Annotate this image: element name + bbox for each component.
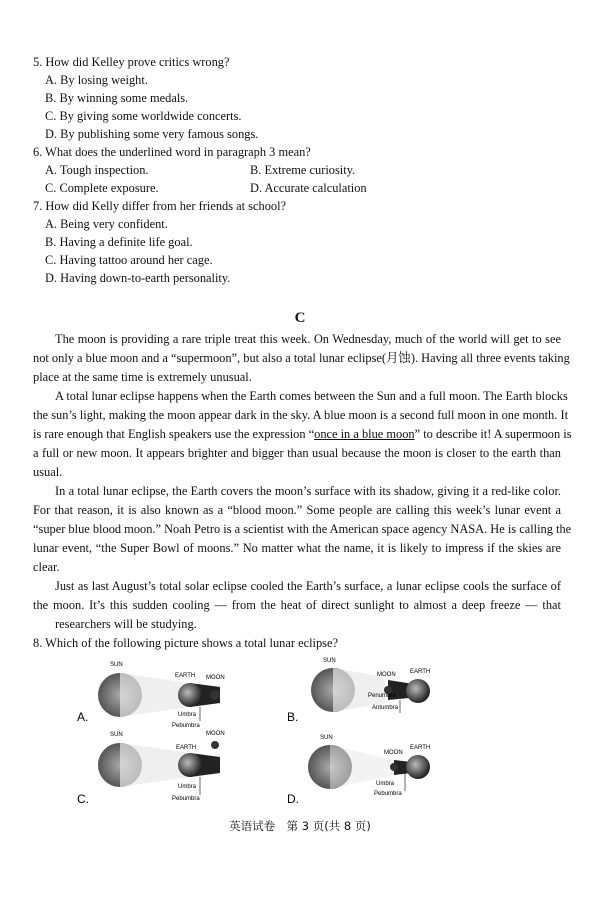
label-d: D. [287, 792, 299, 806]
diagram-c [98, 731, 225, 802]
section-title: C [294, 310, 306, 326]
q7-option-d: D. Having down-to-earth personality. [45, 271, 231, 285]
svg-text:EARTH: EARTH [176, 745, 197, 751]
underlined-expression: once in a blue moon [314, 427, 415, 441]
svg-text:Pebumbra: Pebumbra [374, 791, 402, 797]
svg-text:Antumbra: Antumbra [372, 705, 399, 711]
q7-option-c: C. Having tattoo around her cage. [45, 253, 213, 267]
moon-a [210, 690, 220, 700]
passage-p1-line3: place at the same time is extremely unusual. [33, 370, 252, 384]
earth-c [178, 753, 202, 777]
svg-text:MOON: MOON [206, 731, 225, 737]
svg-text:MOON: MOON [384, 750, 403, 756]
earth-d [406, 755, 430, 779]
svg-text:SUN: SUN [320, 735, 333, 741]
page-footer: 英语试卷 第 3 页(共 8 页) [229, 819, 371, 833]
svg-text:Pebumbra: Pebumbra [172, 723, 200, 729]
q6-option-c: C. Complete exposure. [45, 181, 159, 195]
earth-a [178, 683, 202, 707]
svg-text:Umbra: Umbra [376, 781, 395, 787]
moon-c [211, 741, 219, 749]
passage-p4-line2: the moon. It’s this sudden cooling — from the heat of direct sunlight to almost a deep freeze — that [33, 598, 561, 612]
earth-b [406, 679, 430, 703]
q6-option-b: B. Extreme curiosity. [250, 163, 356, 177]
passage-p4-line1: Just as last August’s total solar eclipse cooled the Earth’s surface, a lunar eclipse cools the surface of [55, 579, 561, 593]
passage-p4-line3: researchers will be studying. [55, 617, 197, 631]
passage-p2-line2: the sun’s light, making the moon appear dark in the sky. A blue moon is a second full moon in one month. It [33, 408, 569, 422]
diagram-d [308, 735, 430, 797]
svg-text:MOON: MOON [206, 675, 225, 681]
moon-d [390, 763, 398, 771]
q5-option-d: D. By publishing some very famous songs. [45, 127, 259, 141]
q7-stem: 7. How did Kelly differ from her friends at school? [33, 199, 287, 213]
svg-text:Penumbra: Penumbra [368, 693, 396, 699]
q5-option-c: C. By giving some worldwide concerts. [45, 109, 242, 123]
passage-p2-line1: A total lunar eclipse happens when the Earth comes between the Sun and a full moon. The Earth blocks [55, 389, 568, 403]
label-b: B. [287, 710, 299, 724]
svg-text:Pebumbra: Pebumbra [172, 796, 200, 802]
q7-option-a: A. Being very confident. [45, 217, 168, 231]
q7-option-b: B. Having a definite life goal. [45, 235, 193, 249]
passage-p2-line3-post: ” to describe it! A supermoon is [414, 427, 572, 441]
passage-p2-line3-pre: is rare enough that English speakers use the expression “ [33, 427, 315, 441]
passage-p3-line3: “super blue blood moon.” Noah Petro is a scientist with the American space agency NASA. He is calling the [33, 522, 572, 536]
passage-p3-line4: lunar event, “the Super Bowl of moons.” No matter what the name, it is likely to impress if the skies are [33, 541, 561, 555]
passage-p3-line1: In a total lunar eclipse, the Earth covers the moon’s surface with its shadow, giving it a red-like color. [55, 484, 561, 498]
passage-p3-line2: For that reason, it is also known as a “blood moon.” Some people are calling this week’s lunar event a [33, 503, 561, 517]
q6-option-d: D. Accurate calculation [250, 181, 367, 195]
passage-p1-line1: The moon is providing a rare triple treat this week. On Wednesday, much of the world will get to see [55, 332, 561, 346]
svg-text:EARTH: EARTH [175, 673, 196, 679]
svg-text:SUN: SUN [110, 732, 123, 738]
passage-p2-line3 [33, 426, 572, 442]
q5-option-a: A. By losing weight. [45, 73, 148, 87]
passage-p1-line2: not only a blue moon and a “supermoon”, but also a total lunar eclipse(月蚀). Having all three events taking [33, 351, 570, 365]
svg-text:SUN: SUN [110, 662, 123, 668]
svg-text:Umbra: Umbra [178, 712, 197, 718]
passage-p3-line5: clear. [33, 560, 60, 574]
label-a: A. [77, 710, 89, 724]
passage-p2-line5: usual. [33, 465, 63, 479]
eclipse-diagrams [0, 645, 600, 825]
svg-text:EARTH: EARTH [410, 745, 431, 751]
svg-text:EARTH: EARTH [410, 669, 431, 675]
q6-stem: 6. What does the underlined word in paragraph 3 mean? [33, 145, 311, 159]
q8-stem: 8. Which of the following picture shows a total lunar eclipse? [33, 636, 338, 650]
diagram-b [311, 658, 430, 713]
q5-option-b: B. By winning some medals. [45, 91, 189, 105]
diagram-a [98, 662, 225, 729]
passage-p2-line4: a full or new moon. It appears brighter and bigger than usual because the moon is closer to the earth than [33, 446, 561, 460]
q5-stem: 5. How did Kelley prove critics wrong? [33, 55, 230, 69]
label-c: C. [77, 792, 89, 806]
svg-text:MOON: MOON [377, 672, 396, 678]
svg-text:Umbra: Umbra [178, 784, 197, 790]
svg-text:SUN: SUN [323, 658, 336, 664]
q6-option-a: A. Tough inspection. [45, 163, 149, 177]
